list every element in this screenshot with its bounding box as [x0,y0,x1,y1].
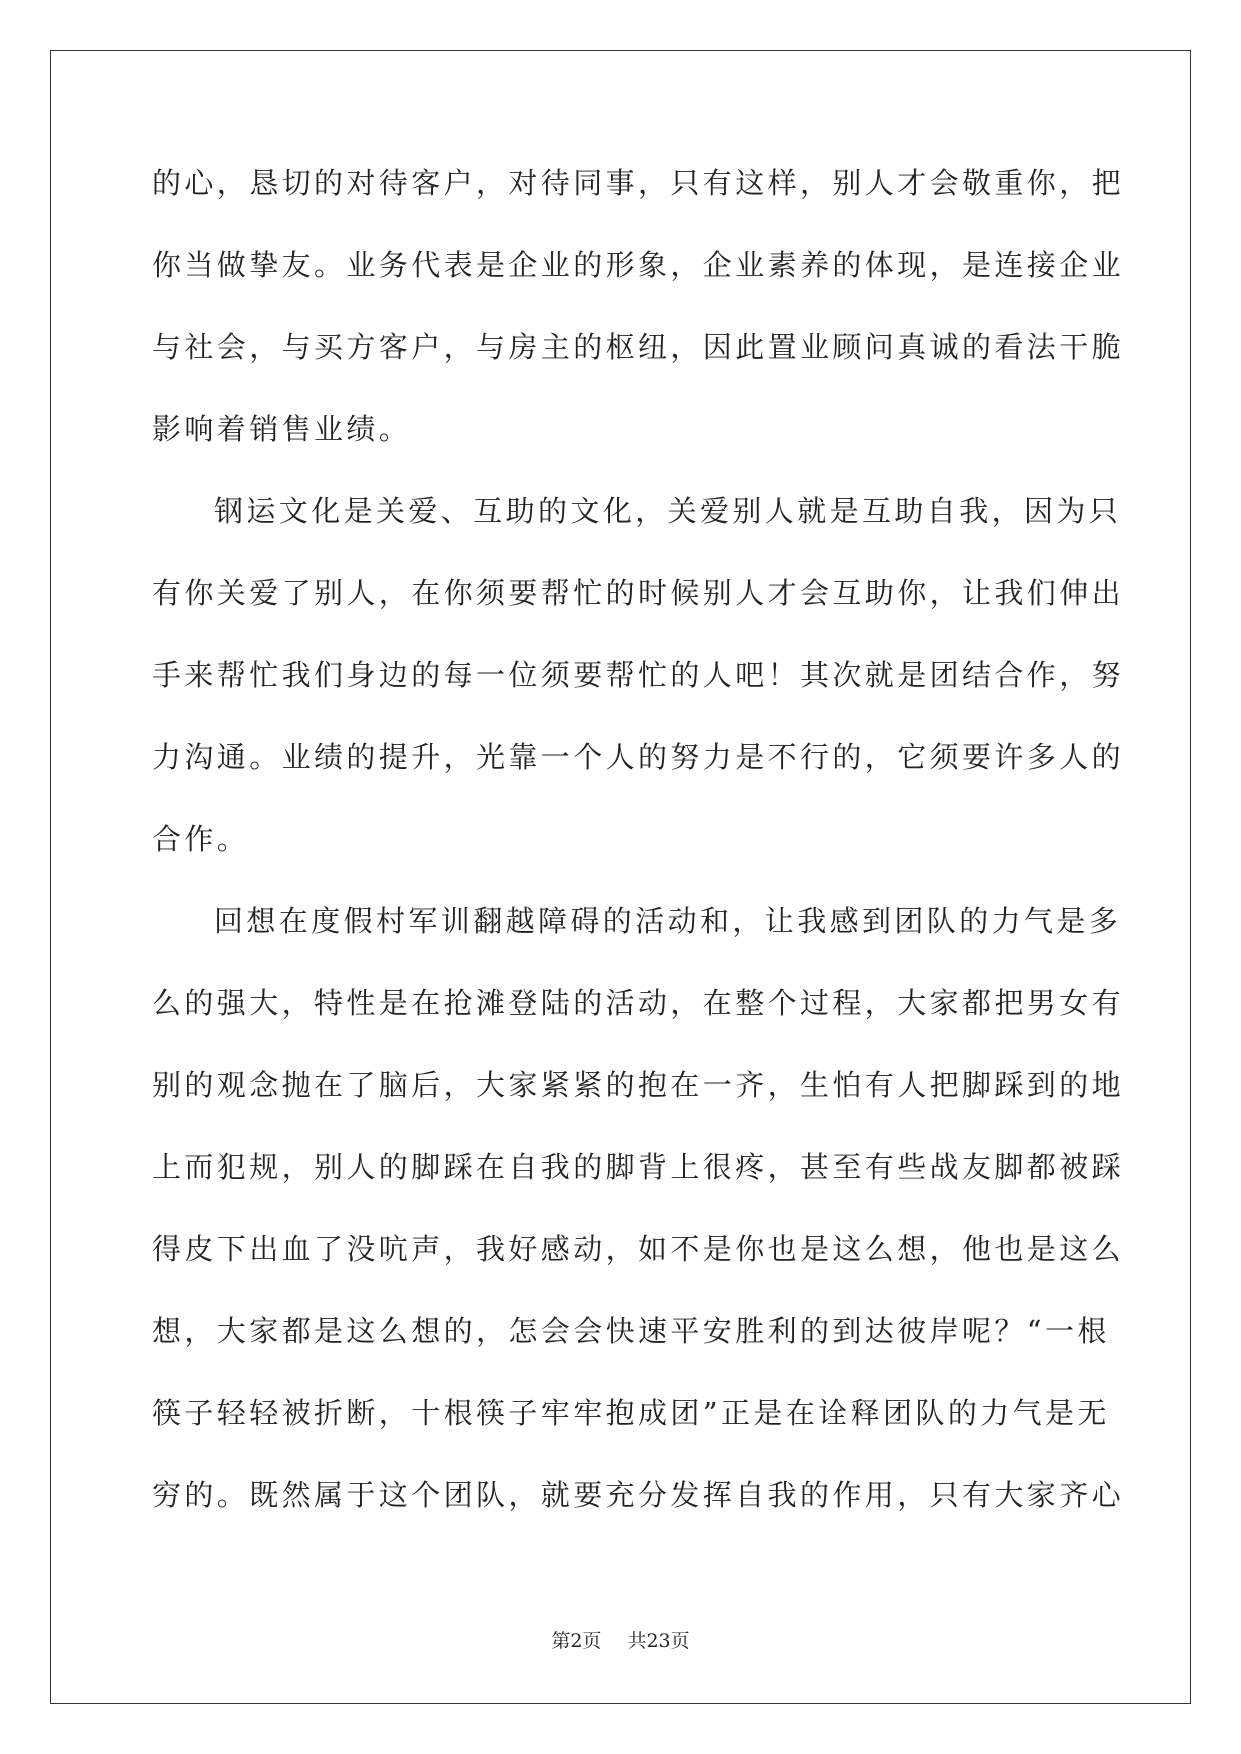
body-line: 得皮下出血了没吭声，我好感动，如不是你也是这么想，他也是这么 [152,1232,1125,1266]
body-line: 想，大家都是这么想的，怎会会快速平安胜利的到达彼岸呢？“一根 [152,1314,1110,1348]
body-line: 有你关爱了别人，在你须要帮忙的时候别人才会互助你，让我们伸出 [152,576,1125,610]
page-number-total: 共23页 [627,1630,690,1652]
document-body [152,162,1125,1556]
body-line: 穷的。既然属于这个团队，就要充分发挥自我的作用，只有大家齐心 [152,1478,1125,1512]
body-line: 力沟通。业绩的提升，光靠一个人的努力是不行的，它须要许多人的 [152,740,1125,774]
body-line: 么的强大，特性是在抢滩登陆的活动，在整个过程，大家都把男女有 [152,986,1125,1020]
body-line: 与社会，与买方客户，与房主的枢纽，因此置业顾问真诚的看法干脆 [152,330,1125,364]
body-line: 手来帮忙我们身边的每一位须要帮忙的人吧！其次就是团结合作，努 [152,658,1125,692]
page-number-current: 第2页 [551,1630,602,1652]
body-line: 影响着销售业绩。 [152,412,412,446]
body-line: 的心，恳切的对待客户，对待同事，只有这样，别人才会敬重你，把 [152,166,1125,200]
body-line: 上而犯规，别人的脚踩在自我的脚背上很疼，甚至有些战友脚都被踩 [152,1150,1125,1184]
paragraph-first-line: 钢运文化是关爱、互助的文化，关爱别人就是互助自我，因为只 [214,494,1122,528]
paragraph-first-line: 回想在度假村军训翻越障碍的活动和，让我感到团队的力气是多 [214,904,1122,938]
body-line: 你当做挚友。业务代表是企业的形象，企业素养的体现，是连接企业 [152,248,1125,282]
body-line: 别的观念抛在了脑后，大家紧紧的抱在一齐，生怕有人把脚踩到的地 [152,1068,1125,1102]
page-footer [0,1629,1241,1653]
body-line: 合作。 [152,822,250,856]
body-line: 筷子轻轻被折断，十根筷子牢牢抱成团”正是在诠释团队的力气是无 [152,1396,1110,1430]
